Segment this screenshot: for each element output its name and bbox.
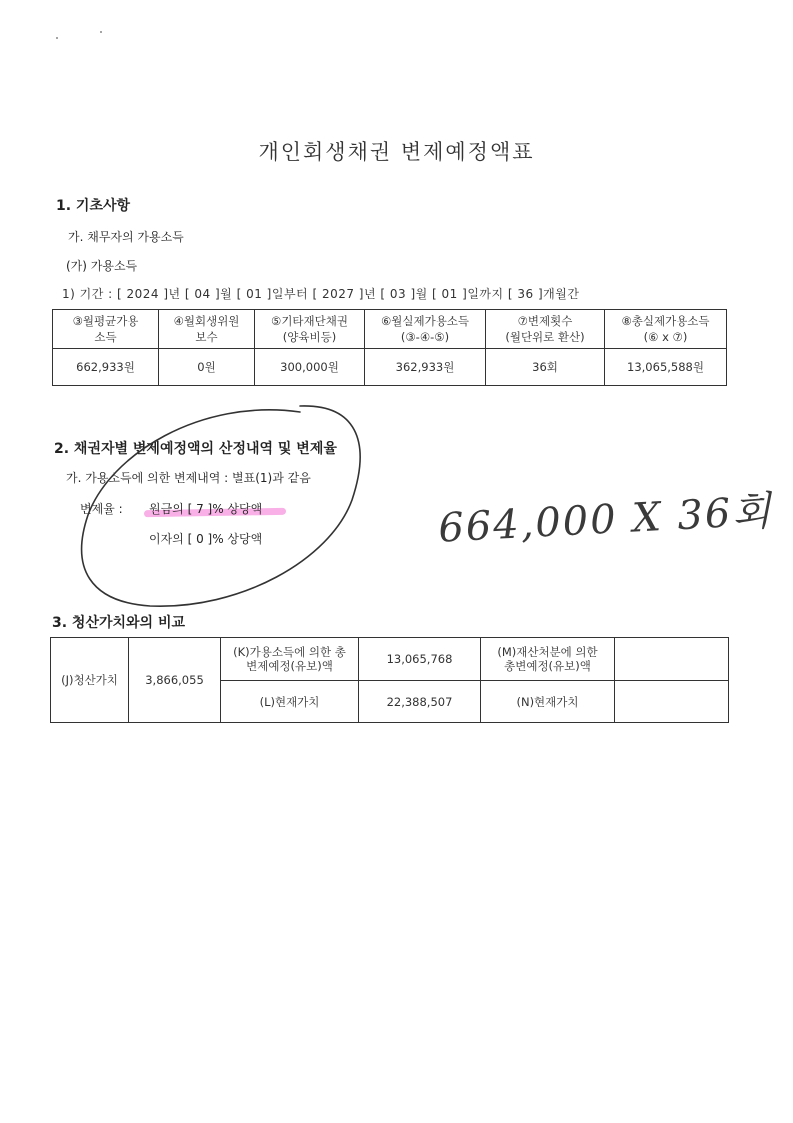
section1-sub-a: 가. 채무자의 가용소득 (68, 230, 184, 244)
k-label: (K)가용소득에 의한 총 변제예정(유보)액 (221, 638, 359, 681)
period-line: 1) 기간 : [ 2024 ]년 [ 04 ]월 [ 01 ]일부터 [ 2027 ]년 [ 03 ]월 [ 01 ]일까지 [ 36 ]개월간 (62, 287, 580, 301)
value-repayment-count: 36회 (486, 349, 605, 386)
liquidation-table (50, 637, 729, 723)
rate-interest: 이자의 [ 0 ]% 상당액 (149, 532, 263, 546)
m-value (615, 638, 729, 681)
value-other-claims: 300,000원 (255, 349, 365, 386)
l-label: (L)현재가치 (221, 681, 359, 723)
value-total-income: 13,065,588원 (605, 349, 727, 386)
header-actual-income: ⑥월실제가용소득 (③-④-⑤) (365, 310, 486, 349)
value-trustee-fee: 0원 (159, 349, 255, 386)
value-actual-income: 362,933원 (365, 349, 486, 386)
rate-label: 변제율 : (80, 502, 123, 516)
section2-heading: 2. 채권자별 변제예정액의 산정내역 및 변제율 (54, 441, 337, 457)
section2-sub-a: 가. 가용소득에 의한 변제내역 : 별표(1)과 같음 (66, 471, 311, 485)
k-value: 13,065,768 (359, 638, 481, 681)
liquidation-label: (J)청산가치 (51, 638, 129, 723)
handwritten-note: 664,000 X 36회 (437, 488, 775, 552)
n-value (615, 681, 729, 723)
header-monthly-avg-income: ③월평균가용 소득 (53, 310, 159, 349)
section1-heading: 1. 기초사항 (56, 198, 131, 214)
header-total-income: ⑧총실제가용소득 (⑥ x ⑦) (605, 310, 727, 349)
l-value: 22,388,507 (359, 681, 481, 723)
value-monthly-avg-income: 662,933원 (53, 349, 159, 386)
page-title: 개인회생채권 변제예정액표 (258, 140, 535, 164)
header-other-claims: ⑤기타재단채권 (양육비등) (255, 310, 365, 349)
liquidation-value: 3,866,055 (129, 638, 221, 723)
section1-sub-a1: (가) 가용소득 (66, 259, 138, 273)
rate-principal: 원금의 [ 7 ]% 상당액 (149, 502, 263, 516)
section3-heading: 3. 청산가치와의 비교 (52, 615, 185, 631)
header-trustee-fee: ④월회생위원 보수 (159, 310, 255, 349)
n-label: (N)현재가치 (481, 681, 615, 723)
m-label: (M)재산처분에 의한 총변예정(유보)액 (481, 638, 615, 681)
liquidation-row (51, 638, 729, 681)
header-repayment-count: ⑦변제횟수 (월단위로 환산) (486, 310, 605, 349)
